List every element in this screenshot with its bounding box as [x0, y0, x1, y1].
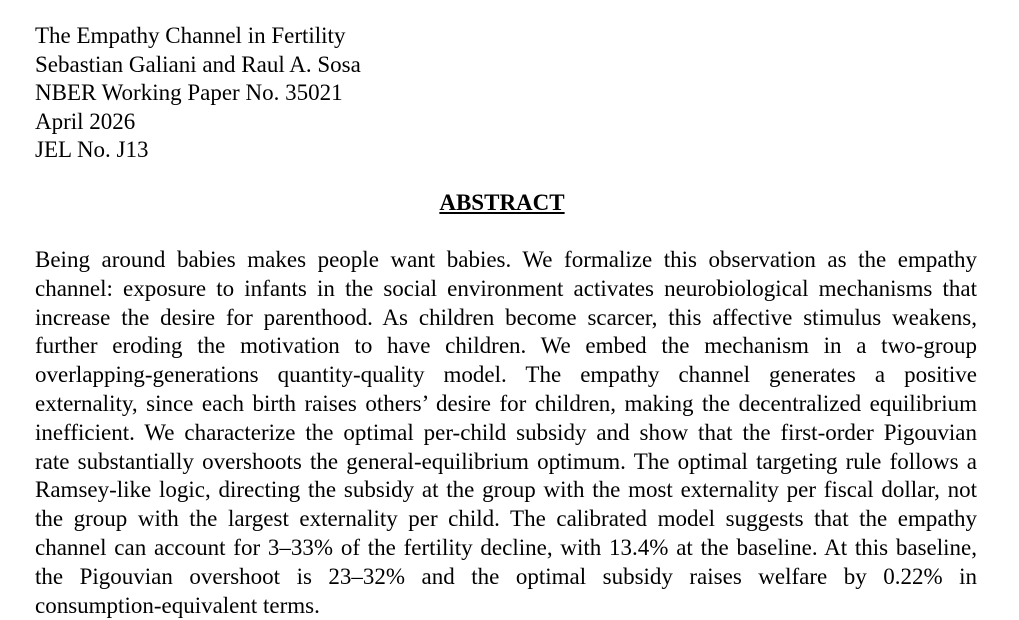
abstract-line: the Pigouvian overshoot is 23–32% and the optimal subsidy raises welfare by 0.22% in — [35, 563, 977, 589]
abstract-line: channel: exposure to infants in the social environment activates neurobiological mechanisms that — [35, 275, 977, 301]
abstract-line: inefficient. We characterize the optimal per-child subsidy and show that the first-order Pigouvian — [35, 419, 977, 445]
abstract-line: rate substantially overshoots the general-equilibrium optimum. The optimal targeting rule follows a — [35, 448, 977, 474]
paper-title: The Empathy Channel in Fertility — [35, 23, 346, 48]
abstract-line: Being around babies makes people want babies. We formalize this observation as the empathy — [35, 247, 977, 272]
abstract-line: channel can account for 3–33% of the fertility decline, with 13.4% at the baseline. At this baseline, — [35, 534, 977, 560]
abstract-line: increase the desire for parenthood. As children become scarcer, this affective stimulus weakens, — [35, 304, 977, 330]
abstract-line: further eroding the motivation to have children. We embed the mechanism in a two-group — [35, 333, 977, 359]
abstract-line: the group with the largest externality per child. The calibrated model suggests that the empathy — [35, 506, 977, 532]
abstract-text — [35, 246, 977, 620]
paper-series: NBER Working Paper No. 35021 — [35, 80, 343, 105]
paper-header — [35, 22, 361, 165]
abstract-heading: ABSTRACT — [439, 190, 565, 215]
abstract-line: externality, since each birth raises others’ desire for children, making the decentralized equilibrium — [35, 390, 977, 416]
paper-jel-code: JEL No. J13 — [35, 137, 149, 162]
paper-authors: Sebastian Galiani and Raul A. Sosa — [35, 51, 361, 77]
abstract-line: Ramsey-like logic, directing the subsidy at the group with the most externality per fiscal dollar, not — [35, 477, 977, 503]
abstract-line: overlapping-generations quantity-quality model. The empathy channel generates a positive — [35, 362, 977, 388]
abstract-line: consumption-equivalent terms. — [35, 592, 320, 618]
paper-date: April 2026 — [35, 108, 136, 134]
